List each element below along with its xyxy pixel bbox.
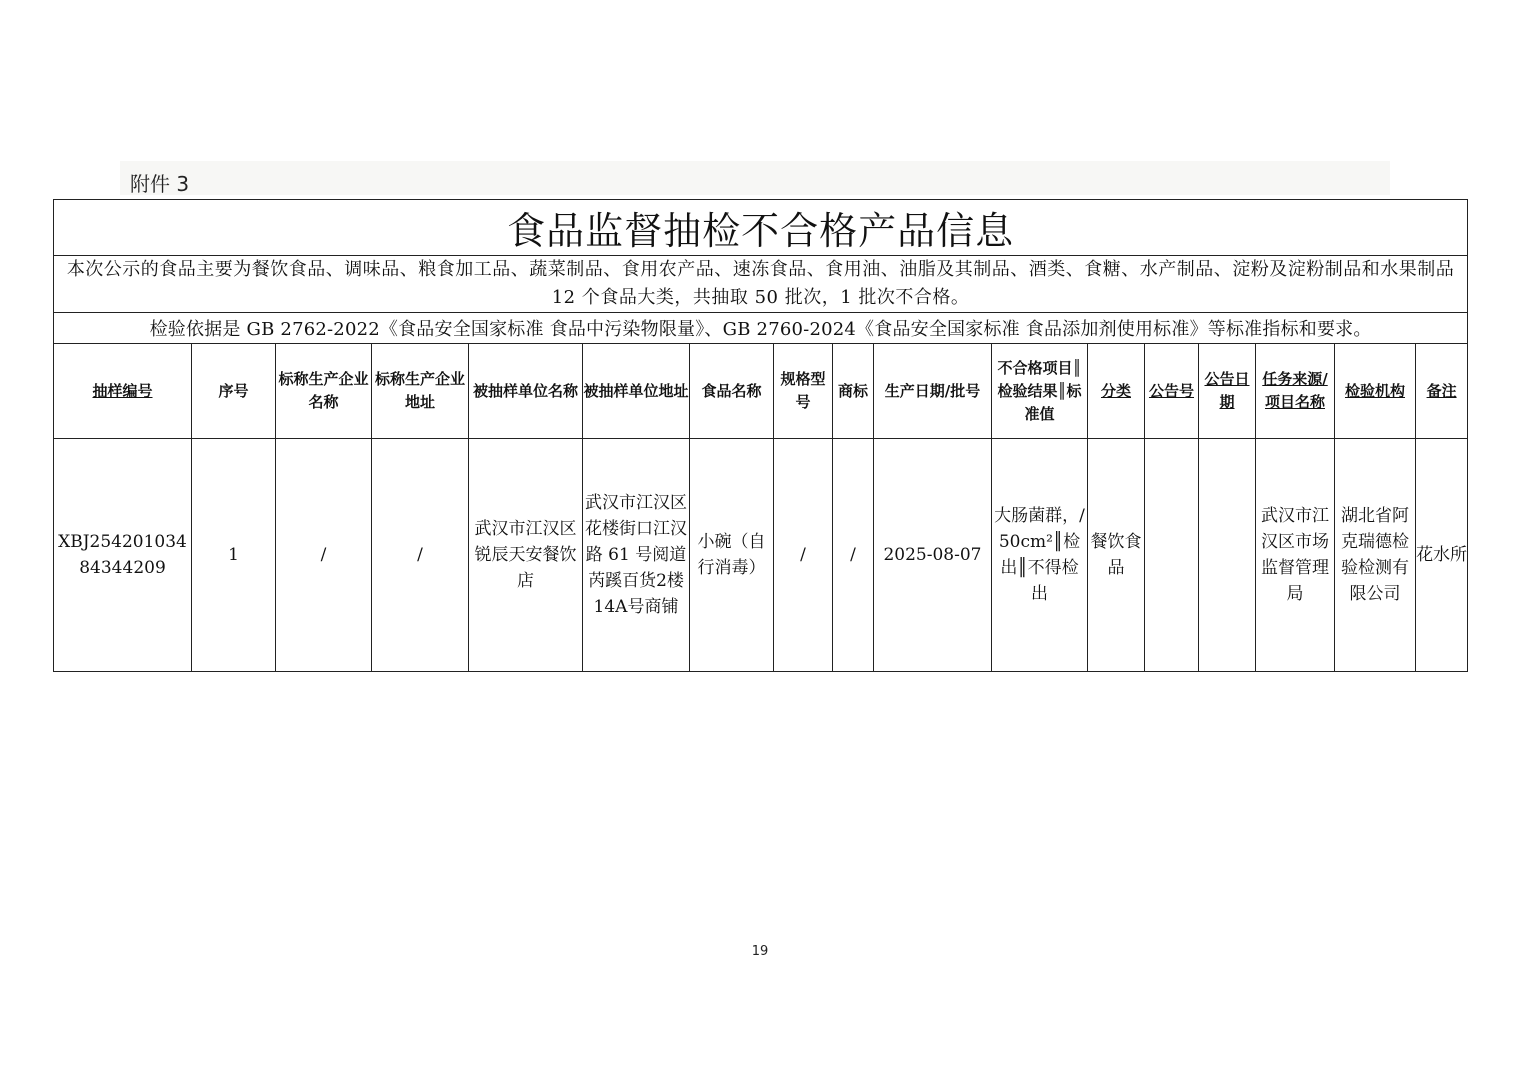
header-manufacturer-address: 标称生产企业地址 xyxy=(372,344,469,439)
header-notice-date: 公告日期 xyxy=(1199,344,1256,439)
header-manufacturer-name: 标称生产企业名称 xyxy=(276,344,372,439)
cell-food-name: 小碗（自行消毒） xyxy=(690,439,774,672)
table-row xyxy=(54,439,1468,672)
cell-nonconforming-item: 大肠菌群，/50cm²║检出║不得检出 xyxy=(992,439,1088,672)
cell-remarks: 花水所 xyxy=(1416,439,1468,672)
cell-manufacturer-address: / xyxy=(372,439,469,672)
header-task-source: 任务来源/项目名称 xyxy=(1256,344,1335,439)
cell-task-source: 武汉市江汉区市场监督管理局 xyxy=(1256,439,1335,672)
cell-sample-id: XBJ25420103484344209 xyxy=(54,439,192,672)
header-row xyxy=(54,344,1468,439)
header-nonconforming-item: 不合格项目║检验结果║标准值 xyxy=(992,344,1088,439)
attachment-band xyxy=(120,161,1390,195)
header-notice-number: 公告号 xyxy=(1145,344,1199,439)
table-description: 本次公示的食品主要为餐饮食品、调味品、粮食加工品、蔬菜制品、食用农产品、速冻食品、食用油、油脂及其制品、酒类、食糖、水产制品、淀粉及淀粉制品和水果制品 12 个食品大类，共抽取 50 批次，1 批次不合格。 xyxy=(54,256,1468,313)
header-spec-model: 规格型号 xyxy=(774,344,833,439)
cell-serial: 1 xyxy=(192,439,276,672)
header-serial: 序号 xyxy=(192,344,276,439)
cell-manufacturer-name: / xyxy=(276,439,372,672)
header-production-date: 生产日期/批号 xyxy=(874,344,992,439)
header-food-name: 食品名称 xyxy=(690,344,774,439)
header-sampled-unit-address: 被抽样单位地址 xyxy=(583,344,690,439)
inspection-basis: 检验依据是 GB 2762-2022《食品安全国家标准 食品中污染物限量》、GB 2760-2024《食品安全国家标准 食品添加剂使用标准》等标准指标和要求。 xyxy=(54,313,1468,344)
header-trademark: 商标 xyxy=(833,344,874,439)
cell-trademark: / xyxy=(833,439,874,672)
nonconforming-products-table xyxy=(53,199,1468,672)
header-sampled-unit-name: 被抽样单位名称 xyxy=(469,344,583,439)
header-category: 分类 xyxy=(1088,344,1145,439)
cell-sampled-unit-name: 武汉市江汉区锐辰天安餐饮店 xyxy=(469,439,583,672)
cell-inspection-agency: 湖北省阿克瑞德检验检测有限公司 xyxy=(1335,439,1416,672)
cell-spec-model: / xyxy=(774,439,833,672)
cell-sampled-unit-address: 武汉市江汉区花楼街口江汉路 61 号阅道芮蹊百货2楼14A号商铺 xyxy=(583,439,690,672)
header-inspection-agency: 检验机构 xyxy=(1335,344,1416,439)
attachment-label: 附件 3 xyxy=(130,172,190,196)
header-sample-id: 抽样编号 xyxy=(54,344,192,439)
page-number: 19 xyxy=(751,944,769,959)
cell-category: 餐饮食品 xyxy=(1088,439,1145,672)
cell-production-date: 2025-08-07 xyxy=(874,439,992,672)
header-remarks: 备注 xyxy=(1416,344,1468,439)
table-title: 食品监督抽检不合格产品信息 xyxy=(54,200,1468,256)
cell-notice-date xyxy=(1199,439,1256,672)
cell-notice-number xyxy=(1145,439,1199,672)
